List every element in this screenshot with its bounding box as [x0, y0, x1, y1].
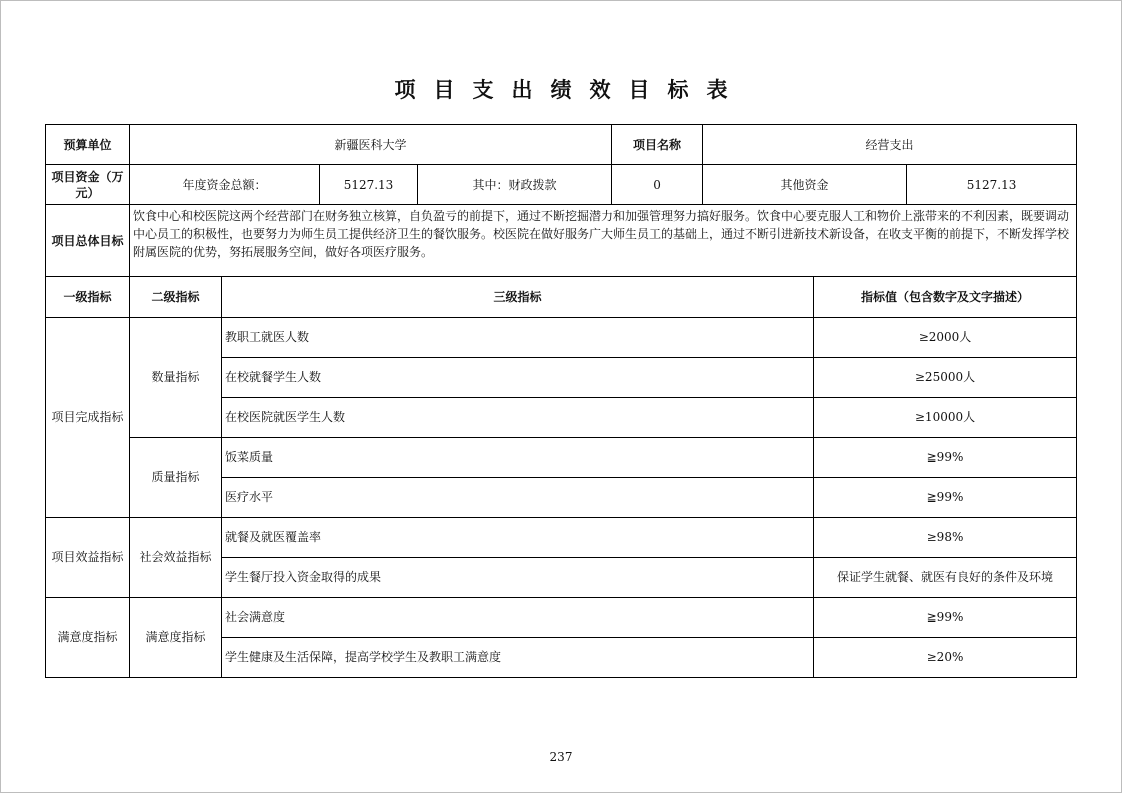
indicator-value: ≥2000人	[814, 317, 1077, 357]
goal-text: 饮食中心和校医院这两个经营部门在财务独立核算，自负盈亏的前提下，通过不断挖掘潜力和加强管理努力搞好服务。饮食中心要克服人工和物价上涨带来的不利因素，既要调动中心员工的积极性，也要努力为师生员工提供经济卫生的餐饮服务。校医院在做好服务广大师生员工的基础上，通过不断引进新技术新设备，在收支平衡的前提下，不断发挥学校附属医院的优势，努拓展服务空间，做好各项医疗服务。	[130, 205, 1077, 277]
header-table	[45, 124, 1077, 277]
title-char: 标	[667, 78, 689, 102]
column-header-level2: 二级指标	[130, 277, 222, 317]
project-name-value: 经营支出	[703, 125, 1077, 165]
title-char: 目	[628, 78, 650, 102]
level3-indicator: 社会满意度	[222, 597, 814, 637]
level3-indicator: 饭菜质量	[222, 437, 814, 477]
title-char: 目	[433, 78, 455, 102]
indicator-value: ≧99%	[814, 477, 1077, 517]
column-header-level1: 一级指标	[46, 277, 130, 317]
page-title	[0, 74, 1122, 104]
level3-indicator: 学生餐厅投入资金取得的成果	[222, 557, 814, 597]
title-char: 支	[472, 78, 494, 102]
title-char: 出	[511, 78, 533, 102]
indicator-value: 保证学生就餐、就医有良好的条件及环境	[814, 557, 1077, 597]
level1-indicator: 项目效益指标	[46, 517, 130, 597]
level3-indicator: 教职工就医人数	[222, 317, 814, 357]
indicator-value: ≥10000人	[814, 397, 1077, 437]
indicator-value: ≥98%	[814, 517, 1077, 557]
page-number: 237	[549, 750, 573, 764]
funds-label: 项目资金（万元）	[46, 165, 130, 205]
fiscal-label: 其中：财政拨款	[418, 165, 612, 205]
title-char: 效	[589, 78, 611, 102]
table-row	[46, 437, 1077, 477]
table-row	[46, 517, 1077, 557]
indicator-table	[45, 277, 1077, 678]
level3-indicator: 就餐及就医覆盖率	[222, 517, 814, 557]
title-char: 绩	[550, 78, 572, 102]
level1-indicator: 项目完成指标	[46, 317, 130, 517]
indicator-value: ≥25000人	[814, 357, 1077, 397]
level3-indicator: 在校就餐学生人数	[222, 357, 814, 397]
table-row	[46, 317, 1077, 357]
level2-indicator: 满意度指标	[130, 597, 222, 677]
title-char: 表	[706, 78, 728, 102]
performance-table	[45, 124, 1076, 678]
level1-indicator: 满意度指标	[46, 597, 130, 677]
annual-total-value: 5127.13	[320, 165, 418, 205]
indicator-value: ≧99%	[814, 437, 1077, 477]
column-header-level3: 三级指标	[222, 277, 814, 317]
title-char: 项	[394, 78, 416, 102]
indicator-value: ≧99%	[814, 597, 1077, 637]
indicator-header-row	[46, 277, 1077, 317]
level3-indicator: 在校医院就医学生人数	[222, 397, 814, 437]
annual-total-label: 年度资金总额：	[130, 165, 320, 205]
fiscal-value: 0	[612, 165, 703, 205]
page-title-text	[386, 78, 737, 102]
other-funds-value: 5127.13	[907, 165, 1077, 205]
goal-label: 项目总体目标	[46, 205, 130, 277]
other-funds-label: 其他资金	[703, 165, 907, 205]
column-header-value: 指标值（包含数字及文字描述）	[814, 277, 1077, 317]
level3-indicator: 医疗水平	[222, 477, 814, 517]
level3-indicator: 学生健康及生活保障，提高学校学生及教职工满意度	[222, 637, 814, 677]
level2-indicator: 数量指标	[130, 317, 222, 437]
budget-unit-value: 新疆医科大学	[130, 125, 612, 165]
project-name-label: 项目名称	[612, 125, 703, 165]
level2-indicator: 质量指标	[130, 437, 222, 517]
table-row	[46, 597, 1077, 637]
budget-unit-label: 预算单位	[46, 125, 130, 165]
level2-indicator: 社会效益指标	[130, 517, 222, 597]
indicator-value: ≥20%	[814, 637, 1077, 677]
